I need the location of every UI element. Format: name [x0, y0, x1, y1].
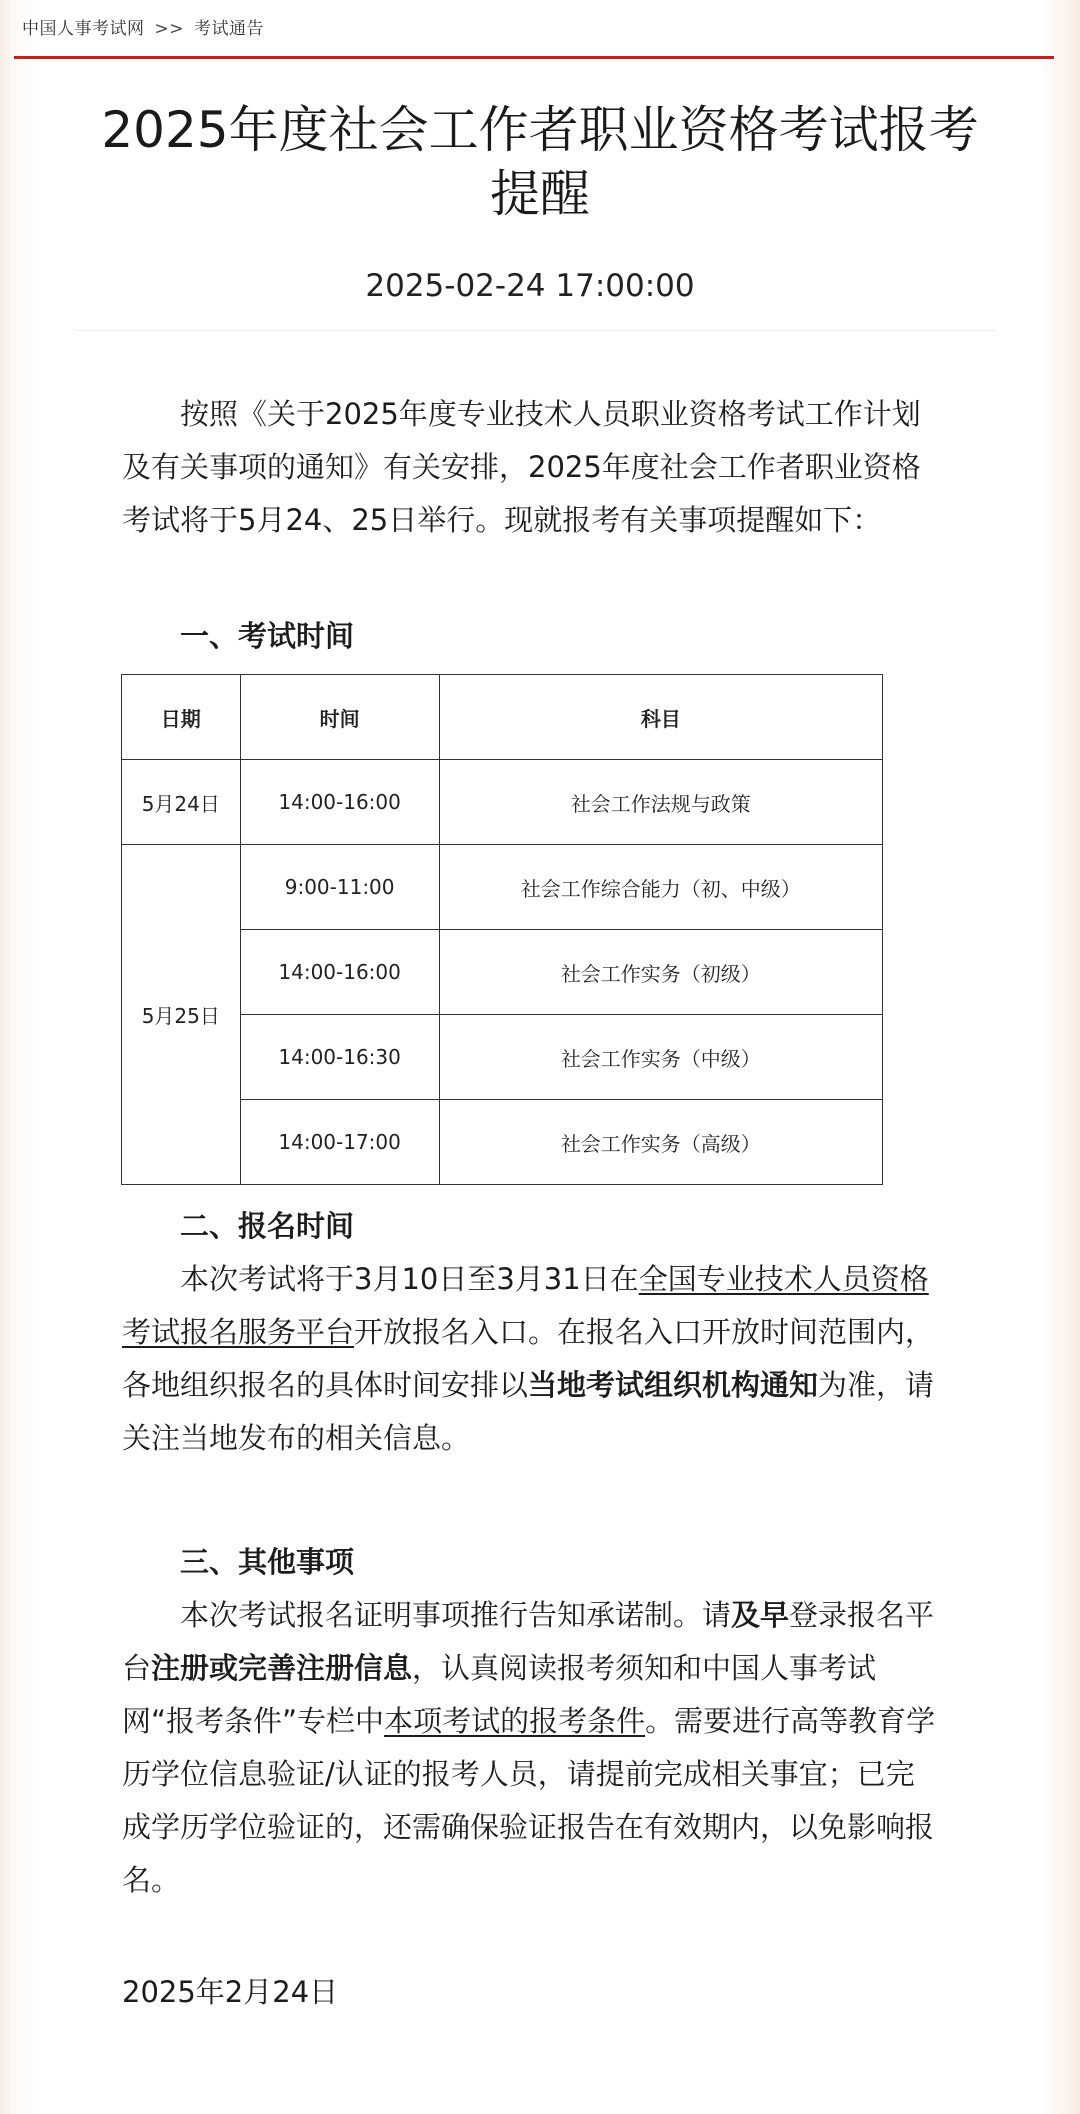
table-cell-time: 14:00-16:00 [240, 930, 439, 1015]
signature-date: 2025年2月24日 [122, 1975, 339, 2009]
section2-heading: 二、报名时间 [180, 1209, 355, 1243]
section2-text-a: 本次考试将于3月10日至3月31日在 [180, 1262, 639, 1296]
section2-block [122, 1200, 937, 1465]
table-row [122, 760, 883, 845]
table-header-subject: 科目 [439, 675, 882, 760]
section1-block [122, 610, 937, 663]
section3-text-b: 登录报名平台 [122, 1598, 935, 1685]
intro-block [122, 388, 937, 547]
header-red-divider [14, 56, 1054, 59]
table-cell-date: 5月24日 [122, 760, 241, 845]
table-cell-subject: 社会工作法规与政策 [439, 760, 882, 845]
section3-paragraph [122, 1589, 937, 1907]
table-header-time: 时间 [240, 675, 439, 760]
section2-text-c: 为准，请关注当地发布的相关信息。 [122, 1368, 935, 1455]
breadcrumb-separator: >> [154, 19, 184, 39]
page-title-line2: 提醒 [490, 165, 590, 223]
section2-text-b: 开放报名入口。在报名入口开放时间范围内，各地组织报名的具体时间安排以 [122, 1315, 935, 1402]
table-cell-subject: 社会工作综合能力（初、中级） [439, 845, 882, 930]
breadcrumb-home-link[interactable]: 中国人事考试网 [22, 19, 145, 39]
table-cell-time: 14:00-17:00 [240, 1100, 439, 1185]
table-cell-date: 5月25日 [122, 845, 241, 1185]
exam-conditions-link[interactable]: 本项考试的报考条件 [384, 1704, 646, 1738]
page-title-line1: 2025年度社会工作者职业资格考试报考 [101, 101, 979, 159]
breadcrumb [22, 14, 264, 39]
table-cell-subject: 社会工作实务（高级） [439, 1100, 882, 1185]
exam-schedule-table [121, 674, 883, 1185]
section1-heading: 一、考试时间 [180, 619, 355, 653]
local-notice-emphasis: 当地考试组织机构通知 [528, 1368, 819, 1402]
table-cell-time: 14:00-16:00 [240, 760, 439, 845]
table-cell-subject: 社会工作实务（初级） [439, 930, 882, 1015]
table-header-date: 日期 [122, 675, 241, 760]
page-title [60, 98, 1020, 226]
section3-block [122, 1536, 937, 1907]
table-header-row [122, 675, 883, 760]
section2-paragraph [122, 1253, 937, 1465]
table-cell-time: 9:00-11:00 [240, 845, 439, 930]
title-divider [75, 330, 995, 331]
section3-heading: 三、其他事项 [180, 1545, 355, 1579]
table-cell-subject: 社会工作实务（中级） [439, 1015, 882, 1100]
publish-datetime: 2025-02-24 17:00:00 [365, 268, 695, 304]
table-cell-time: 14:00-16:30 [240, 1015, 439, 1100]
register-emphasis: 注册或完善注册信息 [151, 1651, 413, 1685]
breadcrumb-section-link[interactable]: 考试通告 [194, 19, 264, 39]
table-row [122, 845, 883, 930]
registration-platform-link[interactable]: 全国专业技术人员资格考试报名服务平台 [122, 1262, 929, 1349]
intro-paragraph: 按照《关于2025年度专业技术人员职业资格考试工作计划及有关事项的通知》有关安排，2025年度社会工作者职业资格考试将于5月24、25日举行。现就报考有关事项提醒如下： [122, 397, 921, 537]
section3-text-d: 。需要进行高等教育学历学位信息验证/认证的报考人员，请提前完成相关事宜；已完成学历学位验证的，还需确保验证报告在有效期内，以免影响报名。 [122, 1704, 936, 1897]
section3-text-c: ，认真阅读报考须知和中国人事考试网“报考条件”专栏中 [122, 1651, 877, 1738]
section3-text-a: 本次考试报名证明事项推行告知承诺制。请 [180, 1598, 732, 1632]
early-emphasis: 及早 [731, 1598, 790, 1632]
